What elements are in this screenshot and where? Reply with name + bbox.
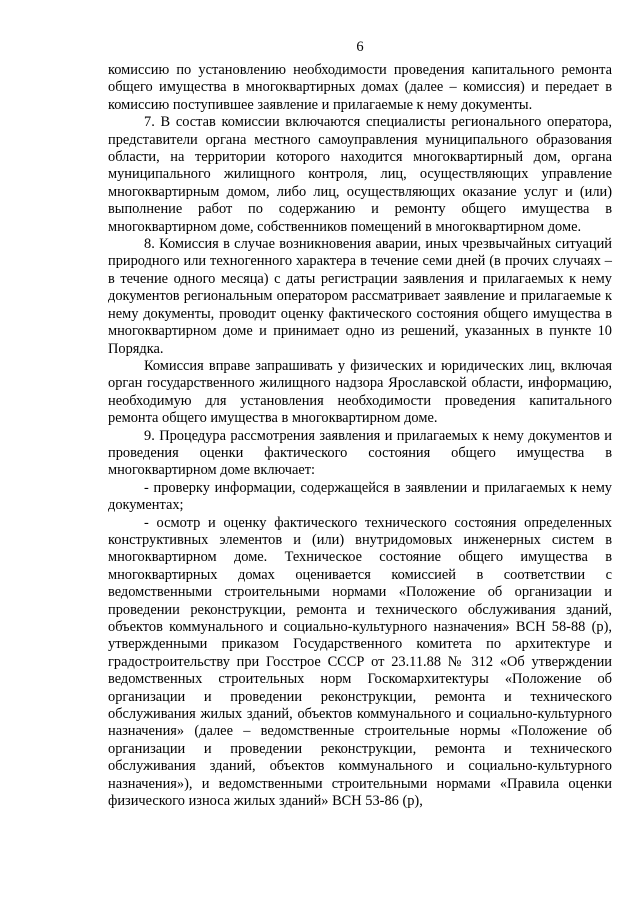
page-number: 6: [356, 39, 364, 55]
list-item-check-information: - проверку информации, содержащейся в заявлении и прилагаемых к нему документах;: [108, 479, 612, 514]
paragraph-commission-rights: Комиссия вправе запрашивать у физических и юридических лиц, включая орган государственного жилищного надзора Ярославской области, информацию, необходимую для установления необходимости проведения капитального ремонта общего имущества в многоквартирном доме.: [108, 357, 612, 427]
paragraph-clause-8: 8. Комиссия в случае возникновения аварии, иных чрезвычайных ситуаций природного или техногенного характера в течение семи дней (в прочих случаях – в течение одного месяца) с даты регистрации заявления и прилагаемых к нему документов региональным оператором рассматривает заявление и прилагаемые к нему документы, проводит оценку фактического состояния общего имущества в многоквартирном доме и принимает одно из решений, указанных в пункте 10 Порядка.: [108, 236, 612, 357]
document-body: [108, 62, 612, 810]
paragraph-continuation: комиссию по установлению необходимости проведения капитального ремонта общего имущества в многоквартирных домах (далее – комиссия) и передает в комиссию поступившее заявление и прилагаемые к нему документы.: [108, 62, 612, 113]
paragraph-clause-9: 9. Процедура рассмотрения заявления и прилагаемых к нему документов и проведения оценки фактического состояния общего имущества в многоквартирном доме включает:: [108, 427, 612, 479]
paragraph-clause-7: 7. В состав комиссии включаются специалисты регионального оператора, представители органа местного самоуправления муниципального образования области, на территории которого находится многоквартирный дом, органа муниципального жилищного контроля, лиц, осуществляющих управление многоквартирным домом, либо лиц, осуществляющих оказание услуг и (или) выполнение работ по содержанию и ремонту общего имущества в многоквартирном доме, собственников помещений в многоквартирном доме.: [108, 114, 612, 235]
list-item-inspection: - осмотр и оценку фактического технического состояния определенных конструктивных элементов и (или) внутридомовых инженерных систем в многоквартирном доме. Техническое состояние общего имущества в многоквартирных домах оценивается комиссией в соответствии с ведомственными строительными нормами «Положение об организации и проведении реконструкции, ремонта и технического обслуживания зданий, объектов коммунального и социально-культурного назначения» ВСН 58-88 (р), утвержденными приказом Государственного комитета по архитектуре и градостроительству при Госстрое СССР от 23.11.88 № 312 «Об утверждении ведомственных строительных норм Госкомархитектуры «Положение об организации и проведении реконструкции, ремонта и технического обслуживания жилых зданий, объектов коммунального и социально-культурного назначения» (далее – ведомственные строительные нормы «Положение об организации и проведении реконструкции, ремонта и технического обслуживания зданий, объектов коммунального и социально-культурного назначения»), и ведомственными строительными нормами «Правила оценки физического износа жилых зданий» ВСН 53-86 (р),: [108, 514, 612, 810]
